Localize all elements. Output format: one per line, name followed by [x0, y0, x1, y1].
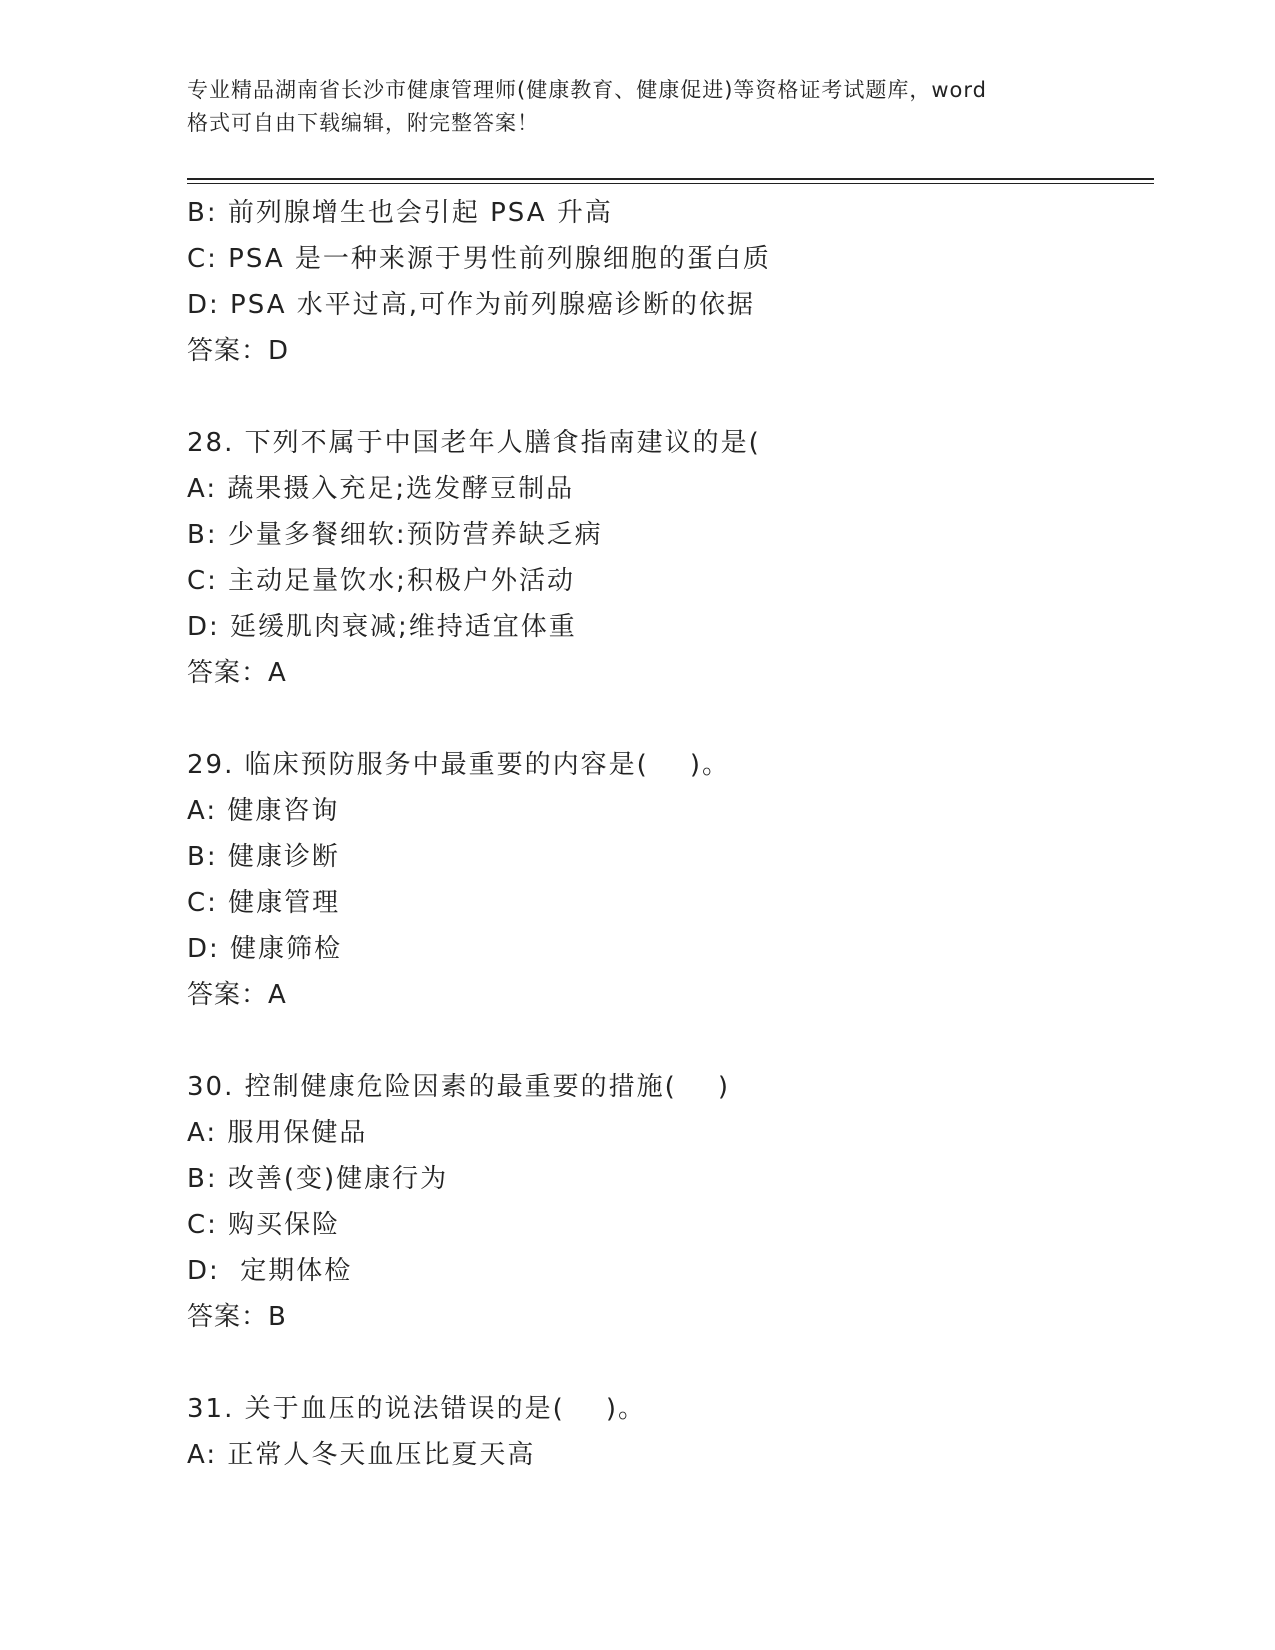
option-a: A: 蔬果摄入充足;选发酵豆制品 — [187, 474, 575, 504]
header-line-2: 格式可自由下载编辑，附完整答案！ — [187, 111, 539, 135]
option-b: B: 健康诊断 — [187, 842, 340, 872]
question-stem: 30. 控制健康危险因素的最重要的措施( ) — [187, 1072, 730, 1102]
option-b: B: 前列腺增生也会引起 PSA 升高 — [187, 198, 613, 228]
question-list — [187, 190, 1147, 1478]
answer-line: 答案：D — [187, 336, 290, 366]
option-a: A: 健康咨询 — [187, 796, 340, 826]
option-d: D: PSA 水平过高,可作为前列腺癌诊断的依据 — [187, 290, 756, 320]
page-header — [187, 74, 1107, 140]
question-31 — [187, 1386, 1147, 1478]
option-c: C: 购买保险 — [187, 1210, 341, 1240]
option-d: D: 健康筛检 — [187, 934, 343, 964]
option-a: A: 服用保健品 — [187, 1118, 368, 1148]
option-d: D: 定期体检 — [187, 1256, 353, 1286]
answer-line: 答案：A — [187, 658, 287, 688]
question-stem: 29. 临床预防服务中最重要的内容是( )。 — [187, 750, 730, 780]
option-b: B: 少量多餐细软:预防营养缺乏病 — [187, 520, 603, 550]
header-line-1: 专业精品湖南省长沙市健康管理师(健康教育、健康促进)等资格证考试题库，word — [187, 78, 988, 102]
header-divider-thick — [187, 178, 1154, 180]
question-27-continued — [187, 190, 1147, 374]
option-d: D: 延缓肌肉衰减;维持适宜体重 — [187, 612, 577, 642]
answer-line: 答案：B — [187, 1302, 287, 1332]
option-c: C: 主动足量饮水;积极户外活动 — [187, 566, 575, 596]
question-29 — [187, 742, 1147, 1018]
header-divider-thin — [187, 183, 1154, 184]
option-c: C: PSA 是一种来源于男性前列腺细胞的蛋白质 — [187, 244, 771, 274]
question-28 — [187, 420, 1147, 696]
option-a: A: 正常人冬天血压比夏天高 — [187, 1440, 536, 1470]
option-c: C: 健康管理 — [187, 888, 341, 918]
answer-line: 答案：A — [187, 980, 287, 1010]
option-b: B: 改善(变)健康行为 — [187, 1164, 449, 1194]
question-stem: 31. 关于血压的说法错误的是( )。 — [187, 1394, 646, 1424]
question-stem: 28. 下列不属于中国老年人膳食指南建议的是( — [187, 428, 761, 458]
question-30 — [187, 1064, 1147, 1340]
